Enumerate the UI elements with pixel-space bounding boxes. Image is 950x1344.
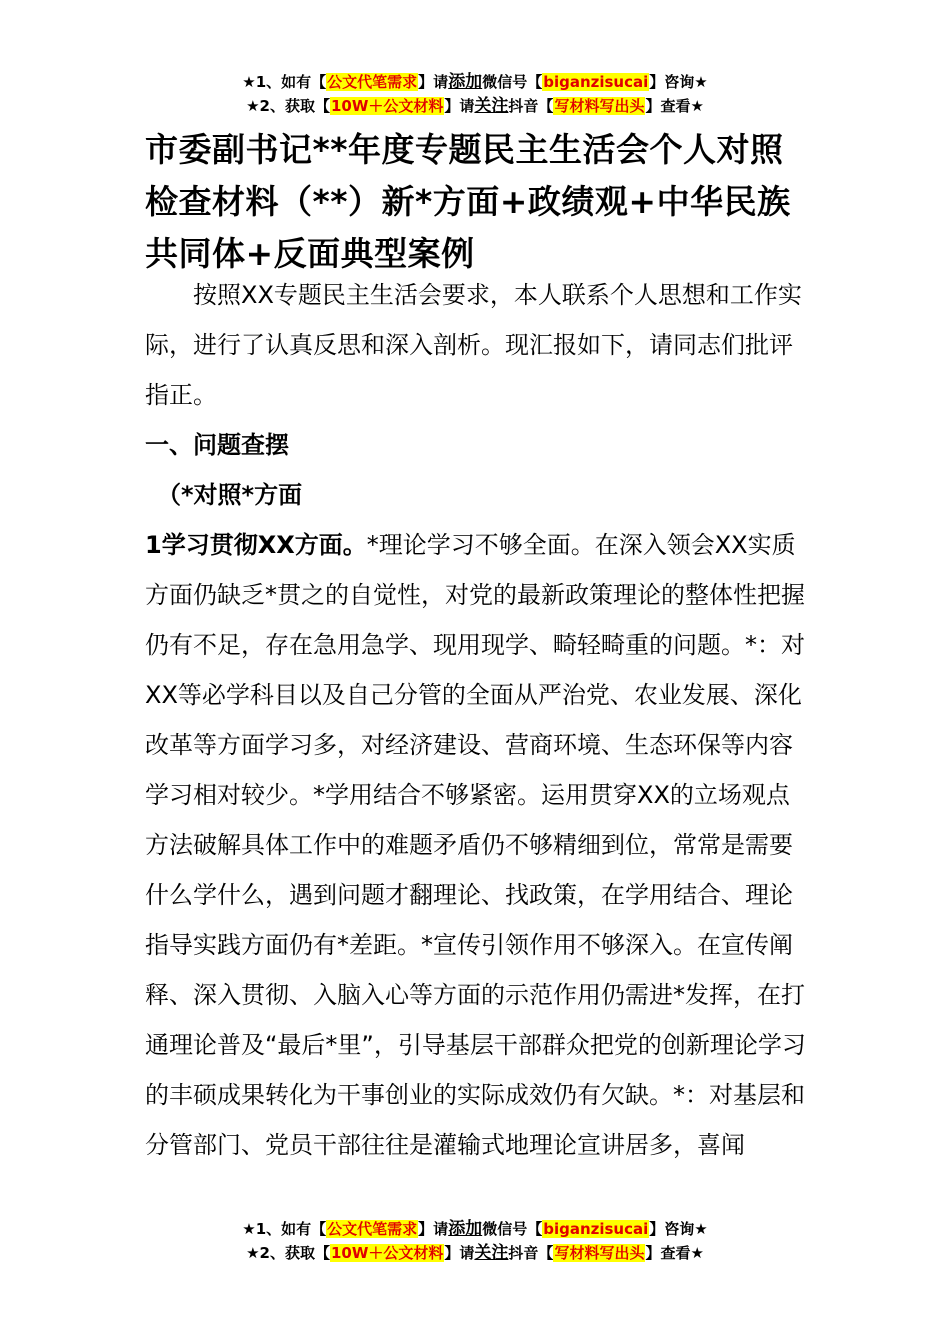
promo-line-1 xyxy=(0,1217,950,1241)
promo-text: 】咨询 xyxy=(649,1220,695,1238)
promo-text: 抖音【 xyxy=(508,1244,554,1262)
promo-text: 】咨询 xyxy=(649,73,695,91)
promo-number: 1、 xyxy=(255,1220,282,1238)
item-paragraph xyxy=(145,520,810,1170)
star-icon: ★ xyxy=(242,73,256,91)
promo-text: 微信号【 xyxy=(482,73,543,91)
star-icon: ★ xyxy=(694,73,708,91)
item-body: *理论学习不够全面。在深入领会XX实质方面仍缺乏*贯之的自觉性，对党的最新政策理论的整体性把握仍有不足，存在急用急学、现用现学、畸轻畸重的问题。*：对XX等必学科目以及自己分管的全面从严治党、农业发展、深化改革等方面学习多，对经济建设、营商环境、生态环保等内容学习相对较少。*学用结合不够紧密。运用贯穿XX的立场观点方法破解具体工作中的难题矛盾仍不够精细到位，常常是需要什么学什么，遇到问题才翻理论、找政策，在学用结合、理论指导实践方面仍有*差距。*宣传引领作用不够深入。在宣传阐释、深入贯彻、入脑入心等方面的示范作用仍需进*发挥，在打通理论普及“最后*里”，引导基层干部群众把党的创新理论学习的丰硕成果转化为干事创业的实际成效仍有欠缺。*：对基层和分管部门、党员干部往往是灌输式地理论宣讲居多，喜闻 xyxy=(145,531,806,1159)
promo-text: 】查看 xyxy=(645,1244,691,1262)
promo-text: 微信号【 xyxy=(482,1220,543,1238)
promo-banner-top xyxy=(0,70,950,118)
promo-highlight-wechat: biganzisucai xyxy=(543,73,649,91)
promo-line-2 xyxy=(0,1241,950,1265)
promo-text: 】请 xyxy=(444,97,475,115)
promo-underline: 添加 xyxy=(448,72,483,92)
promo-text: 】请 xyxy=(444,1244,475,1262)
star-icon: ★ xyxy=(694,1220,708,1238)
star-icon: ★ xyxy=(690,1244,704,1262)
promo-highlight: 公文代笔需求 xyxy=(327,73,418,91)
item-lead: 1学习贯彻XX方面。 xyxy=(145,531,367,559)
promo-highlight: 公文代笔需求 xyxy=(327,1220,418,1238)
promo-number: 2、 xyxy=(259,97,285,115)
promo-text: 抖音【 xyxy=(508,97,554,115)
promo-text: 如有【 xyxy=(281,1220,327,1238)
intro-paragraph: 按照XX专题民主生活会要求，本人联系个人思想和工作实际，进行了认真反思和深入剖析。现汇报如下，请同志们批评指正。 xyxy=(145,281,802,409)
section-heading: 一、问题查摆 xyxy=(145,431,289,459)
subsection-heading: （*对照*方面 xyxy=(157,481,303,509)
star-icon: ★ xyxy=(242,1220,256,1238)
promo-text: 】请 xyxy=(418,1220,449,1238)
star-icon: ★ xyxy=(246,97,260,115)
promo-highlight-douyin: 写材料写出头 xyxy=(554,97,645,115)
promo-text: 获取【 xyxy=(284,1244,330,1262)
promo-highlight-douyin: 写材料写出头 xyxy=(554,1244,645,1262)
promo-number: 2、 xyxy=(259,1244,285,1262)
promo-text: 获取【 xyxy=(284,97,330,115)
promo-highlight-wechat: biganzisucai xyxy=(543,1220,649,1238)
star-icon: ★ xyxy=(690,97,704,115)
promo-line-2 xyxy=(0,94,950,118)
promo-line-1 xyxy=(0,70,950,94)
promo-underline: 关注 xyxy=(474,96,509,116)
star-icon: ★ xyxy=(246,1244,260,1262)
promo-banner-bottom xyxy=(0,1217,950,1265)
promo-highlight: 10W＋公文材料 xyxy=(330,97,444,115)
document-title: 市委副书记**年度专题民主生活会个人对照检查材料（**）新*方面+政绩观+中华民族共同体+反面典型案例 xyxy=(145,130,791,273)
promo-underline: 添加 xyxy=(448,1219,483,1239)
promo-highlight: 10W＋公文材料 xyxy=(330,1244,444,1262)
promo-text: 】查看 xyxy=(645,97,691,115)
promo-text: 如有【 xyxy=(281,73,327,91)
promo-text: 】请 xyxy=(418,73,449,91)
document-body xyxy=(145,270,810,1170)
promo-number: 1、 xyxy=(255,73,282,91)
promo-underline: 关注 xyxy=(474,1243,509,1263)
